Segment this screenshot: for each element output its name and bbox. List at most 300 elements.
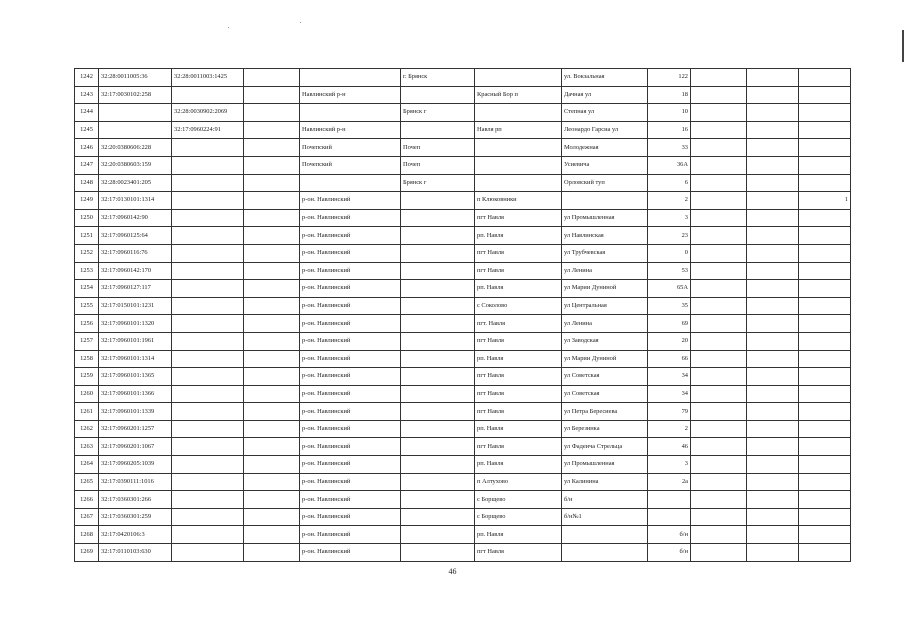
cell-extra-col-3	[799, 315, 851, 333]
cell-cadastral-number: 32:17:0960101:1365	[99, 368, 172, 386]
cell-street: ул. Вокзальная	[562, 69, 648, 87]
cell-blank-col	[244, 491, 300, 509]
cell-cadastral-number-2	[172, 350, 244, 368]
cell-street: ул Трубчевская	[562, 244, 648, 262]
cell-street: ул Фадеича Стрельца	[562, 438, 648, 456]
scan-speck	[228, 27, 229, 28]
cell-blank-col	[244, 297, 300, 315]
cell-row-number: 1258	[75, 350, 99, 368]
cell-extra-col-1	[691, 350, 747, 368]
cell-row-number: 1251	[75, 227, 99, 245]
cell-extra-col-1	[691, 491, 747, 509]
cell-district	[300, 104, 401, 122]
cell-house-number: б/н	[648, 526, 691, 544]
cell-house-number: 6	[648, 174, 691, 192]
cell-cadastral-number: 32:20:0380606:228	[99, 139, 172, 157]
cell-blank-col	[244, 174, 300, 192]
cell-district: р-он. Навлинский	[300, 438, 401, 456]
cell-house-number: 122	[648, 69, 691, 87]
cell-cadastral-number-2	[172, 526, 244, 544]
cell-house-number: 16	[648, 121, 691, 139]
cell-extra-col-3	[799, 368, 851, 386]
cell-extra-col-3	[799, 69, 851, 87]
cell-extra-col-2	[747, 86, 799, 104]
cell-cadastral-number: 32:17:0960142:90	[99, 209, 172, 227]
cell-settlement: рп. Навля	[475, 420, 562, 438]
cell-street: ул Навлинская	[562, 227, 648, 245]
cell-street: ул Центральная	[562, 297, 648, 315]
cell-extra-col-3	[799, 526, 851, 544]
cell-city	[401, 438, 475, 456]
cell-house-number: 33	[648, 139, 691, 157]
cell-street	[562, 526, 648, 544]
cell-house-number: 36А	[648, 156, 691, 174]
cell-cadastral-number: 32:17:0960101:1961	[99, 332, 172, 350]
cell-street: ул Петра Бересиева	[562, 403, 648, 421]
cell-street: ул Ленина	[562, 262, 648, 280]
table-row	[75, 192, 851, 210]
cell-settlement: пгт Навля	[475, 332, 562, 350]
cell-cadastral-number-2	[172, 315, 244, 333]
cell-city	[401, 544, 475, 562]
cell-extra-col-1	[691, 456, 747, 474]
cell-cadastral-number: 32:17:0150101:1231	[99, 297, 172, 315]
cell-house-number: 35	[648, 297, 691, 315]
cell-district: р-он. Навлинский	[300, 315, 401, 333]
cell-cadastral-number-2	[172, 209, 244, 227]
cell-extra-col-3	[799, 473, 851, 491]
cell-street: ул Марии Дуниной	[562, 350, 648, 368]
cell-settlement: пгт Навля	[475, 244, 562, 262]
cell-cadastral-number-2	[172, 280, 244, 298]
cell-city	[401, 403, 475, 421]
cell-district: р-он. Навлинский	[300, 297, 401, 315]
cell-street: ул Советская	[562, 368, 648, 386]
cell-cadastral-number: 32:28:0023401:205	[99, 174, 172, 192]
cell-street	[562, 544, 648, 562]
cell-cadastral-number: 32:17:0110103:630	[99, 544, 172, 562]
cell-row-number: 1247	[75, 156, 99, 174]
cell-row-number: 1249	[75, 192, 99, 210]
table-row	[75, 403, 851, 421]
cell-blank-col	[244, 121, 300, 139]
table-row	[75, 491, 851, 509]
table-row	[75, 526, 851, 544]
cell-blank-col	[244, 192, 300, 210]
cell-district: р-он. Навлинский	[300, 244, 401, 262]
cell-settlement: Навля рп	[475, 121, 562, 139]
table-row	[75, 156, 851, 174]
table-row	[75, 227, 851, 245]
cell-city	[401, 385, 475, 403]
cell-extra-col-1	[691, 315, 747, 333]
cell-cadastral-number-2	[172, 139, 244, 157]
cell-extra-col-1	[691, 69, 747, 87]
cell-city: Почеп	[401, 156, 475, 174]
cell-row-number: 1264	[75, 456, 99, 474]
cell-city	[401, 209, 475, 227]
cell-extra-col-3	[799, 262, 851, 280]
cell-blank-col	[244, 139, 300, 157]
cell-house-number: 34	[648, 385, 691, 403]
cell-city	[401, 350, 475, 368]
cell-house-number: 3	[648, 456, 691, 474]
cell-extra-col-3	[799, 244, 851, 262]
cell-row-number: 1256	[75, 315, 99, 333]
table-row	[75, 86, 851, 104]
cell-row-number: 1248	[75, 174, 99, 192]
cell-extra-col-2	[747, 420, 799, 438]
cell-extra-col-2	[747, 156, 799, 174]
cell-city	[401, 315, 475, 333]
cell-row-number: 1257	[75, 332, 99, 350]
cell-extra-col-1	[691, 227, 747, 245]
cell-cadastral-number-2	[172, 403, 244, 421]
cell-house-number: 53	[648, 262, 691, 280]
cell-row-number: 1260	[75, 385, 99, 403]
cell-cadastral-number: 32:17:0960101:1339	[99, 403, 172, 421]
cell-blank-col	[244, 526, 300, 544]
scan-speck	[300, 22, 301, 23]
cell-blank-col	[244, 69, 300, 87]
cell-extra-col-1	[691, 368, 747, 386]
cell-extra-col-1	[691, 209, 747, 227]
cell-blank-col	[244, 350, 300, 368]
cell-settlement	[475, 104, 562, 122]
cell-extra-col-3	[799, 297, 851, 315]
cell-extra-col-3	[799, 385, 851, 403]
cell-city	[401, 227, 475, 245]
cell-cadastral-number-2	[172, 156, 244, 174]
cell-house-number: 65А	[648, 280, 691, 298]
cell-street: ул Промышленная	[562, 209, 648, 227]
cell-extra-col-1	[691, 104, 747, 122]
cell-row-number: 1253	[75, 262, 99, 280]
scan-page-edge	[902, 30, 904, 62]
table-row	[75, 508, 851, 526]
cell-house-number	[648, 508, 691, 526]
cell-city	[401, 86, 475, 104]
cell-cadastral-number	[99, 104, 172, 122]
cell-settlement: пгт Навля	[475, 368, 562, 386]
cell-city	[401, 121, 475, 139]
table-row	[75, 121, 851, 139]
cell-cadastral-number-2: 32:28:0030902:2069	[172, 104, 244, 122]
cell-street: ул Ленина	[562, 315, 648, 333]
table-row	[75, 297, 851, 315]
cell-extra-col-2	[747, 192, 799, 210]
cell-settlement	[475, 174, 562, 192]
cell-city	[401, 262, 475, 280]
cell-cadastral-number: 32:17:0960101:1320	[99, 315, 172, 333]
cell-street: ул Калинина	[562, 473, 648, 491]
cell-district: р-он. Навлинский	[300, 350, 401, 368]
cell-settlement: с Борщево	[475, 508, 562, 526]
cell-cadastral-number: 32:17:0030102:258	[99, 86, 172, 104]
cell-row-number: 1261	[75, 403, 99, 421]
cell-extra-col-3	[799, 121, 851, 139]
cell-row-number: 1259	[75, 368, 99, 386]
cell-house-number: 69	[648, 315, 691, 333]
cell-street: ул Марии Дуниной	[562, 280, 648, 298]
cell-district: р-он. Навлинский	[300, 209, 401, 227]
table-row	[75, 209, 851, 227]
cell-cadastral-number-2: 32:17:0960224:91	[172, 121, 244, 139]
cell-extra-col-3	[799, 438, 851, 456]
cell-extra-col-2	[747, 69, 799, 87]
cell-extra-col-3	[799, 209, 851, 227]
cell-cadastral-number-2	[172, 368, 244, 386]
cell-house-number: 10	[648, 104, 691, 122]
cell-cadastral-number-2	[172, 86, 244, 104]
cell-district: р-он. Навлинский	[300, 473, 401, 491]
cell-house-number: 46	[648, 438, 691, 456]
cell-district: Почепский	[300, 139, 401, 157]
cell-cadastral-number: 32:17:0390111:1016	[99, 473, 172, 491]
cell-extra-col-1	[691, 121, 747, 139]
cell-district: р-он. Навлинский	[300, 368, 401, 386]
cell-cadastral-number: 32:17:0960142:170	[99, 262, 172, 280]
cell-street: Орловский туп	[562, 174, 648, 192]
cell-extra-col-3	[799, 350, 851, 368]
cell-blank-col	[244, 315, 300, 333]
cell-district	[300, 69, 401, 87]
cell-cadastral-number-2	[172, 473, 244, 491]
cell-extra-col-2	[747, 456, 799, 474]
cell-street: ул Промышленная	[562, 456, 648, 474]
cell-blank-col	[244, 420, 300, 438]
cell-settlement: с Борщево	[475, 491, 562, 509]
cell-blank-col	[244, 280, 300, 298]
cell-settlement: рп. Навля	[475, 227, 562, 245]
table-row	[75, 420, 851, 438]
register-table-body	[75, 69, 851, 562]
cell-city	[401, 192, 475, 210]
table-row	[75, 385, 851, 403]
cell-cadastral-number-2	[172, 385, 244, 403]
cell-extra-col-3	[799, 104, 851, 122]
cell-house-number	[648, 491, 691, 509]
cell-extra-col-2	[747, 174, 799, 192]
cell-row-number: 1243	[75, 86, 99, 104]
cell-district: р-он. Навлинский	[300, 420, 401, 438]
cell-district: р-он. Навлинский	[300, 280, 401, 298]
cell-extra-col-2	[747, 104, 799, 122]
cell-cadastral-number: 32:17:0420106:3	[99, 526, 172, 544]
cell-street: б/н	[562, 491, 648, 509]
cell-district: р-он. Навлинский	[300, 262, 401, 280]
table-row	[75, 315, 851, 333]
cell-cadastral-number: 32:17:0960101:1366	[99, 385, 172, 403]
cell-house-number: 79	[648, 403, 691, 421]
cell-row-number: 1254	[75, 280, 99, 298]
cell-city	[401, 332, 475, 350]
table-row	[75, 438, 851, 456]
cell-row-number: 1266	[75, 491, 99, 509]
cell-cadastral-number-2	[172, 244, 244, 262]
cell-extra-col-2	[747, 368, 799, 386]
cell-cadastral-number-2	[172, 227, 244, 245]
cell-district: р-он. Навлинский	[300, 508, 401, 526]
cell-cadastral-number: 32:20:0380603:159	[99, 156, 172, 174]
cell-blank-col	[244, 438, 300, 456]
cell-blank-col	[244, 368, 300, 386]
cell-cadastral-number: 32:17:0360301:259	[99, 508, 172, 526]
cell-cadastral-number: 32:17:0960201:1067	[99, 438, 172, 456]
cell-city	[401, 368, 475, 386]
cell-extra-col-2	[747, 403, 799, 421]
cell-extra-col-1	[691, 156, 747, 174]
cell-district: р-он. Навлинский	[300, 456, 401, 474]
cell-cadastral-number: 32:17:0960127:117	[99, 280, 172, 298]
table-row	[75, 456, 851, 474]
cell-extra-col-3	[799, 508, 851, 526]
cell-street: Леонардо Гарсиа ул	[562, 121, 648, 139]
cell-settlement: рп. Навля	[475, 280, 562, 298]
cell-district: Навлинский р-н	[300, 121, 401, 139]
cell-settlement: с Соколово	[475, 297, 562, 315]
cell-extra-col-1	[691, 192, 747, 210]
cell-blank-col	[244, 86, 300, 104]
cell-street: Молодежная	[562, 139, 648, 157]
cell-blank-col	[244, 227, 300, 245]
cell-city	[401, 280, 475, 298]
cell-settlement	[475, 69, 562, 87]
cell-extra-col-3	[799, 227, 851, 245]
register-table	[74, 68, 851, 562]
cell-city: г. Брянск	[401, 69, 475, 87]
cell-cadastral-number-2	[172, 544, 244, 562]
cell-settlement: пгт Навля	[475, 262, 562, 280]
cell-extra-col-2	[747, 209, 799, 227]
cell-city	[401, 526, 475, 544]
cell-extra-col-2	[747, 544, 799, 562]
cell-street: Дачная ул	[562, 86, 648, 104]
cell-row-number: 1246	[75, 139, 99, 157]
cell-extra-col-1	[691, 544, 747, 562]
cell-row-number: 1252	[75, 244, 99, 262]
table-row	[75, 69, 851, 87]
cell-extra-col-2	[747, 508, 799, 526]
cell-extra-col-1	[691, 297, 747, 315]
cell-row-number: 1267	[75, 508, 99, 526]
cell-row-number: 1265	[75, 473, 99, 491]
cell-city	[401, 473, 475, 491]
cell-extra-col-1	[691, 262, 747, 280]
cell-extra-col-1	[691, 332, 747, 350]
cell-cadastral-number: 32:17:0960101:1314	[99, 350, 172, 368]
table-row	[75, 139, 851, 157]
cell-settlement: пгт Навля	[475, 403, 562, 421]
cell-extra-col-2	[747, 280, 799, 298]
cell-extra-col-1	[691, 403, 747, 421]
cell-cadastral-number-2	[172, 438, 244, 456]
cell-house-number: 0	[648, 244, 691, 262]
cell-cadastral-number-2	[172, 508, 244, 526]
cell-cadastral-number-2	[172, 491, 244, 509]
cell-blank-col	[244, 332, 300, 350]
cell-house-number: б/н	[648, 544, 691, 562]
cell-extra-col-3	[799, 280, 851, 298]
cell-cadastral-number-2	[172, 456, 244, 474]
cell-extra-col-3	[799, 420, 851, 438]
cell-extra-col-2	[747, 385, 799, 403]
cell-extra-col-1	[691, 508, 747, 526]
cell-street: ул Советская	[562, 385, 648, 403]
cell-street: б/н№1	[562, 508, 648, 526]
cell-extra-col-1	[691, 473, 747, 491]
cell-house-number: 3	[648, 209, 691, 227]
cell-cadastral-number: 32:17:0130101:1314	[99, 192, 172, 210]
cell-settlement	[475, 156, 562, 174]
cell-district: р-он. Навлинский	[300, 544, 401, 562]
cell-settlement: пгт Навля	[475, 385, 562, 403]
cell-settlement: рп. Навля	[475, 456, 562, 474]
table-row	[75, 332, 851, 350]
cell-extra-col-3	[799, 86, 851, 104]
cell-row-number: 1268	[75, 526, 99, 544]
cell-extra-col-3	[799, 332, 851, 350]
cell-street: Степная ул	[562, 104, 648, 122]
cell-blank-col	[244, 156, 300, 174]
cell-district: р-он. Навлинский	[300, 332, 401, 350]
table-row	[75, 473, 851, 491]
cell-extra-col-1	[691, 244, 747, 262]
cell-cadastral-number: 32:17:0960116:76	[99, 244, 172, 262]
cell-extra-col-2	[747, 491, 799, 509]
cell-house-number: 2	[648, 420, 691, 438]
cell-blank-col	[244, 262, 300, 280]
table-row	[75, 174, 851, 192]
cell-house-number: 23	[648, 227, 691, 245]
cell-extra-col-3	[799, 456, 851, 474]
cell-extra-col-1	[691, 86, 747, 104]
table-row	[75, 368, 851, 386]
cell-settlement: пгт Навля	[475, 209, 562, 227]
cell-settlement: п Алтухово	[475, 473, 562, 491]
cell-extra-col-3	[799, 174, 851, 192]
cell-extra-col-2	[747, 121, 799, 139]
cell-cadastral-number: 32:17:0960201:1257	[99, 420, 172, 438]
cell-settlement	[475, 139, 562, 157]
cell-cadastral-number: 32:28:0011005:36	[99, 69, 172, 87]
cell-street	[562, 192, 648, 210]
cell-extra-col-2	[747, 438, 799, 456]
cell-extra-col-1	[691, 280, 747, 298]
cell-row-number: 1255	[75, 297, 99, 315]
cell-settlement: рп. Навля	[475, 350, 562, 368]
cell-cadastral-number: 32:17:0360301:266	[99, 491, 172, 509]
cell-city	[401, 244, 475, 262]
cell-cadastral-number-2	[172, 297, 244, 315]
cell-district: Навлинский р-н	[300, 86, 401, 104]
cell-settlement: п Клюковники	[475, 192, 562, 210]
cell-district	[300, 174, 401, 192]
cell-extra-col-3	[799, 491, 851, 509]
cell-extra-col-3	[799, 139, 851, 157]
cell-cadastral-number-2	[172, 192, 244, 210]
cell-extra-col-1	[691, 526, 747, 544]
cell-extra-col-3	[799, 156, 851, 174]
cell-street: ул Заводская	[562, 332, 648, 350]
cell-district: р-он. Навлинский	[300, 227, 401, 245]
cell-cadastral-number-2: 32:28:0011003:1425	[172, 69, 244, 87]
table-row	[75, 262, 851, 280]
cell-cadastral-number-2	[172, 262, 244, 280]
cell-blank-col	[244, 456, 300, 474]
cell-extra-col-3	[799, 544, 851, 562]
cell-blank-col	[244, 473, 300, 491]
